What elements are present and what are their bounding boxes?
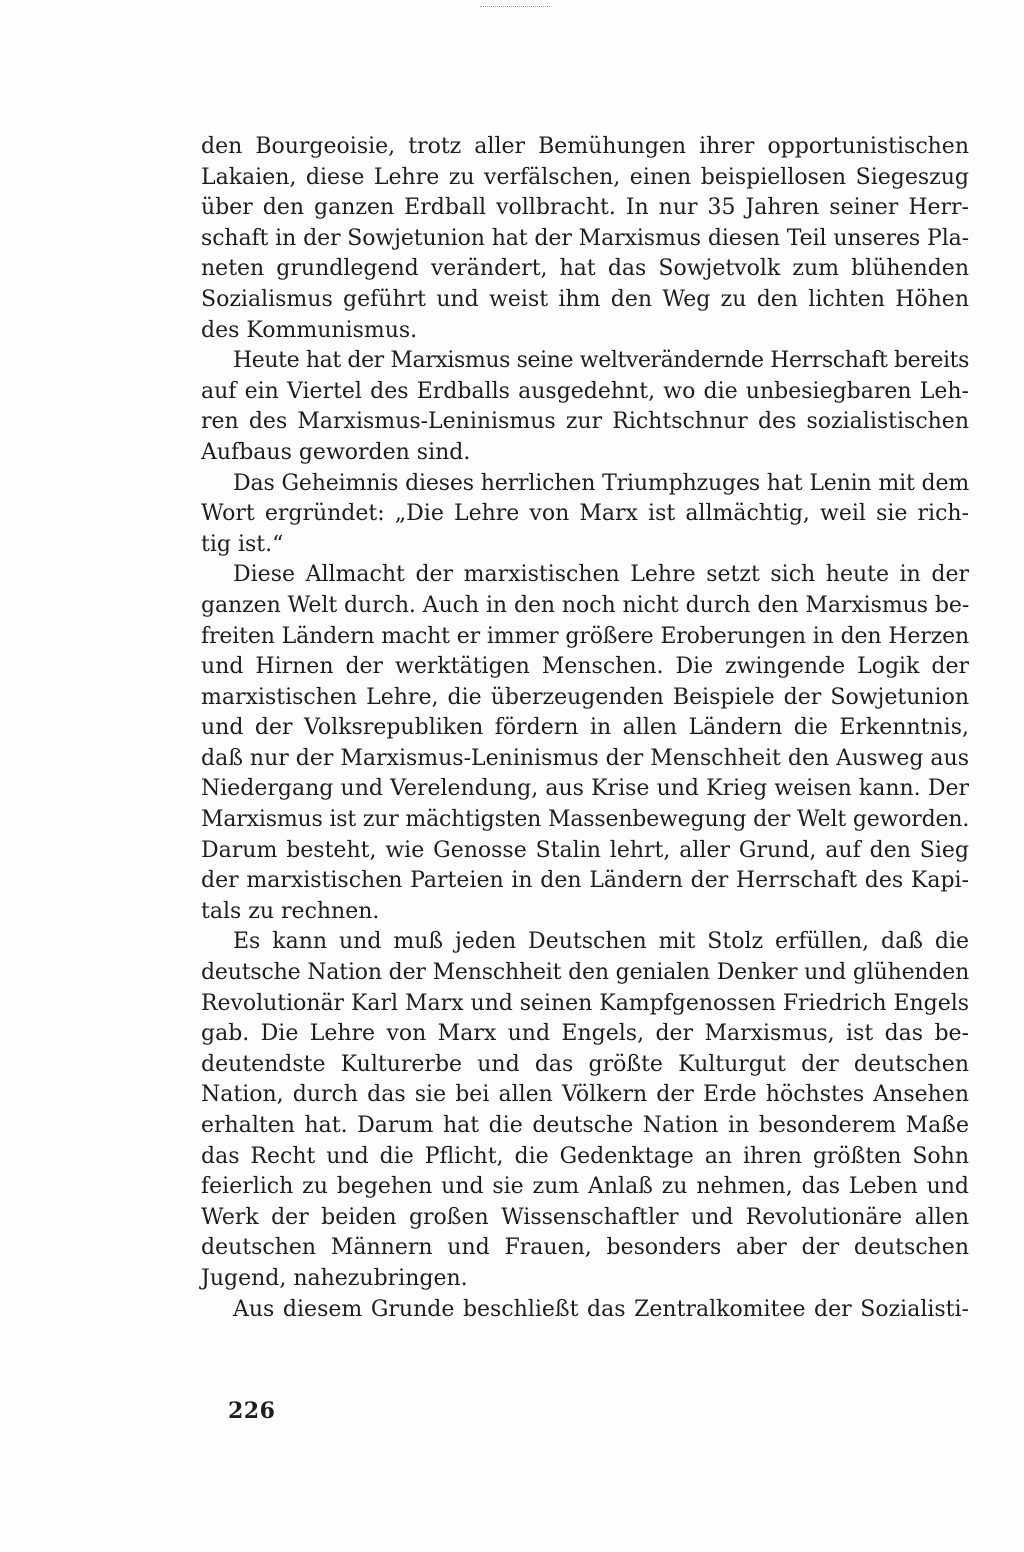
text-line: und Hirnen der werktätigen Menschen. Die zwingende Logik der [201, 654, 969, 680]
text-line: Nation, durch das sie bei allen Völkern der Erde höchstes Ansehen [201, 1082, 969, 1108]
text-line: Das Geheimnis dieses herrlichen Triumphzuges hat Lenin mit dem [233, 470, 970, 496]
text-line: Sozialismus geführt und weist ihm den Weg zu den lichten Höhen [201, 286, 969, 312]
text-line: Marxismus ist zur mächtigsten Massenbewegung der Welt geworden. [201, 807, 970, 833]
text-line: Aufbaus geworden sind. [201, 439, 471, 465]
text-line: schaft in der Sowjetunion hat der Marxismus diesen Teil unseres Pla- [201, 225, 969, 251]
text-line: neten grundlegend verändert, hat das Sowjetvolk zum blühenden [201, 256, 969, 282]
text-line: Es kann und muß jeden Deutschen mit Stolz erfüllen, daß die [233, 929, 969, 955]
text-line: Jugend, nahezubringen. [201, 1265, 468, 1291]
text-line: Niedergang und Verelendung, aus Krise und Krieg weisen kann. Der [201, 776, 969, 802]
text-line: tals zu rechnen. [201, 898, 380, 924]
text-line: Wort ergründet: „Die Lehre von Marx ist allmächtig, weil sie rich- [201, 501, 969, 527]
text-line: und der Volksrepubliken fördern in allen Ländern die Erkenntnis, [201, 715, 969, 741]
text-line: Heute hat der Marxismus seine weltverändernde Herrschaft bereits [233, 348, 969, 374]
text-line: des Kommunismus. [201, 317, 418, 343]
text-line: deutendste Kulturerbe und das größte Kulturgut der deutschen [201, 1051, 969, 1077]
text-line: freiten Ländern macht er immer größere Eroberungen in den Herzen [201, 623, 969, 649]
text-line: erhalten hat. Darum hat die deutsche Nation in besonderem Maße [201, 1113, 969, 1138]
text-line: über den ganzen Erdball vollbracht. In nur 35 Jahren seiner Herr- [201, 195, 969, 221]
text-line: Revolutionär Karl Marx und seinen Kampfgenossen Friedrich Engels [201, 990, 969, 1016]
text-line: deutsche Nation der Menschheit den genialen Denker und glühenden [201, 960, 970, 986]
text-line: Diese Allmacht der marxistischen Lehre setzt sich heute in der [233, 562, 969, 588]
text-line: tig ist.“ [201, 531, 284, 557]
text-line: Darum besteht, wie Genosse Stalin lehrt, aller Grund, auf den Sieg [201, 837, 969, 863]
text-line: marxistischen Lehre, die überzeugenden Beispiele der Sowjetunion [201, 684, 969, 710]
text-line: auf ein Viertel des Erdballs ausgedehnt, wo die unbesiegbaren Leh- [201, 378, 969, 404]
body-text [201, 132, 969, 1325]
text-line: das Recht und die Pflicht, die Gedenktage an ihren größten Sohn [201, 1143, 969, 1169]
text-line: gab. Die Lehre von Marx und Engels, der Marxismus, ist das be- [201, 1021, 969, 1047]
text-line: den Bourgeoisie, trotz aller Bemühungen ihrer opportunistischen [201, 134, 969, 159]
text-line: ganzen Welt durch. Auch in den noch nicht durch den Marxismus be- [201, 592, 970, 618]
text-line: deutschen Männern und Frauen, besonders aber der deutschen [201, 1235, 969, 1261]
text-line: feierlich zu begehen und sie zum Anlaß zu nehmen, das Leben und [201, 1174, 969, 1200]
text-line: Werk der beiden großen Wissenschaftler und Revolutionäre allen [201, 1204, 969, 1230]
scan-mark [480, 6, 550, 9]
text-line: Lakaien, diese Lehre zu verfälschen, einen beispiellosen Siegeszug [201, 164, 969, 190]
text-line: der marxistischen Parteien in den Ländern der Herrschaft des Kapi- [201, 868, 969, 894]
page-number: 226 [228, 1398, 276, 1424]
text-line: Aus diesem Grunde beschließt das Zentralkomitee der Sozialisti- [233, 1296, 969, 1322]
text-line: daß nur der Marxismus-Leninismus der Menschheit den Ausweg aus [201, 745, 969, 771]
text-line: ren des Marxismus-Leninismus zur Richtschnur des sozialistischen [201, 409, 969, 435]
